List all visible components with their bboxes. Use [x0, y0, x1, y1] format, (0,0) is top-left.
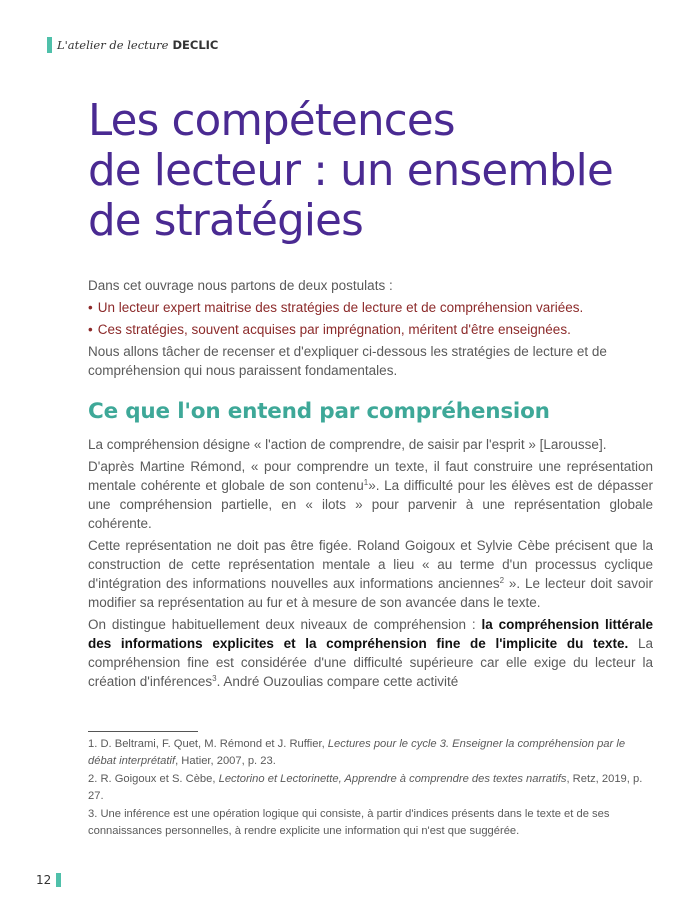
paragraph-text: ». Le lecteur doit savoir modifier sa représentation au fur et à mesure de son avancée dans le texte.: [88, 576, 653, 610]
intro-lead: Dans cet ouvrage nous partons de deux postulats :: [88, 278, 393, 293]
section-body: [88, 435, 653, 694]
paragraph-remond: [88, 457, 653, 533]
footnote-ref: 2: [499, 576, 505, 585]
page-number: 12: [36, 873, 52, 887]
footer-accent-bar: [56, 873, 61, 887]
footnote-text: 2. R. Goigoux et S. Cèbe,: [88, 773, 219, 785]
paragraph-goigoux: [88, 536, 653, 612]
footnote-work-title: Lectures pour le cycle 3. Enseigner la compréhension par le débat interprétatif: [88, 738, 626, 767]
paragraph-text: On distingue habituellement deux niveaux de compréhension :: [88, 617, 482, 632]
title-line-1: Les compétences: [88, 96, 455, 146]
footnote-2: [88, 771, 653, 805]
footnote-text: , Hatier, 2007, p. 23.: [175, 755, 276, 767]
intro-bullet-text: Un lecteur expert maitrise des stratégies de lecture et de compréhension variées.: [97, 300, 584, 315]
header-accent-bar: [47, 37, 52, 53]
brand-name: DECLIC: [172, 38, 219, 52]
series-title: L'atelier de lecture: [57, 38, 169, 52]
bullet-marker: •: [88, 322, 93, 337]
footnote-separator: [88, 731, 198, 732]
paragraph-text: D'après Martine Rémond, « pour comprendre un texte, il faut construire une représentation mentale cohérente et globale de son contenu: [88, 459, 653, 493]
footnote-text: 1. D. Beltrami, F. Quet, M. Rémond et J. Ruffier,: [88, 738, 328, 750]
running-header: [47, 37, 218, 53]
footnotes: [88, 736, 653, 841]
intro-closing: Nous allons tâcher de recenser et d'expliquer ci-dessous les stratégies de lecture et de compréhension qui nous paraissent fondamentales.: [88, 344, 607, 378]
footnote-text: , Retz, 2019, p. 27.: [88, 773, 643, 802]
paragraph-levels: [88, 615, 653, 691]
footnote-work-title: Lectorino et Lectorinette, Apprendre à comprendre des textes narratifs: [218, 773, 567, 785]
footnote-text: 3. Une inférence est une opération logique qui consiste, à partir d'indices présents dans le texte et de ses connaissances personnelles, à rendre explicite une information qui n'est que suggérée.: [88, 808, 610, 837]
paragraph-definition: La compréhension désigne « l'action de comprendre, de saisir par l'esprit » [Larousse].: [88, 437, 607, 452]
paragraph-text: La compréhension fine est considérée d'une difficulté supérieure car elle exige du lecteur la création d'inférences: [88, 636, 653, 689]
footnote-1: [88, 736, 653, 770]
intro-block: [88, 276, 653, 383]
intro-bullet-text: Ces stratégies, souvent acquises par imprégnation, méritent d'être enseignées.: [97, 322, 571, 337]
title-line-3: de stratégies: [88, 196, 364, 246]
title-line-2: de lecteur : un ensemble: [88, 146, 613, 196]
paragraph-text: . André Ouzoulias compare cette activité: [216, 674, 459, 689]
intro-bullet: [88, 320, 653, 339]
footnote-3: [88, 806, 653, 840]
paragraph-text: ». La difficulté pour les élèves est de dépasser une compréhension partielle, en « ilots » pour parvenir à une représentation globale cohérente.: [88, 478, 653, 531]
footnote-ref: 1: [363, 478, 369, 487]
footnote-ref: 3: [212, 674, 217, 683]
paragraph-text: Cette représentation ne doit pas être figée. Roland Goigoux et Sylvie Cèbe précisent que la construction de cette représentation mentale a lieu « au terme d'un processus cyclique d'intégration des informations nouvelles aux informations anciennes: [88, 538, 653, 591]
page-footer: [36, 873, 61, 887]
section-heading: Ce que l'on entend par compréhension: [88, 399, 550, 424]
bullet-marker: •: [88, 300, 93, 315]
emphasis-text: la compréhension littérale des informations explicites et la compréhension fine de l'implicite du texte.: [88, 617, 653, 651]
intro-bullet: [88, 298, 653, 317]
page-title: [88, 96, 648, 246]
